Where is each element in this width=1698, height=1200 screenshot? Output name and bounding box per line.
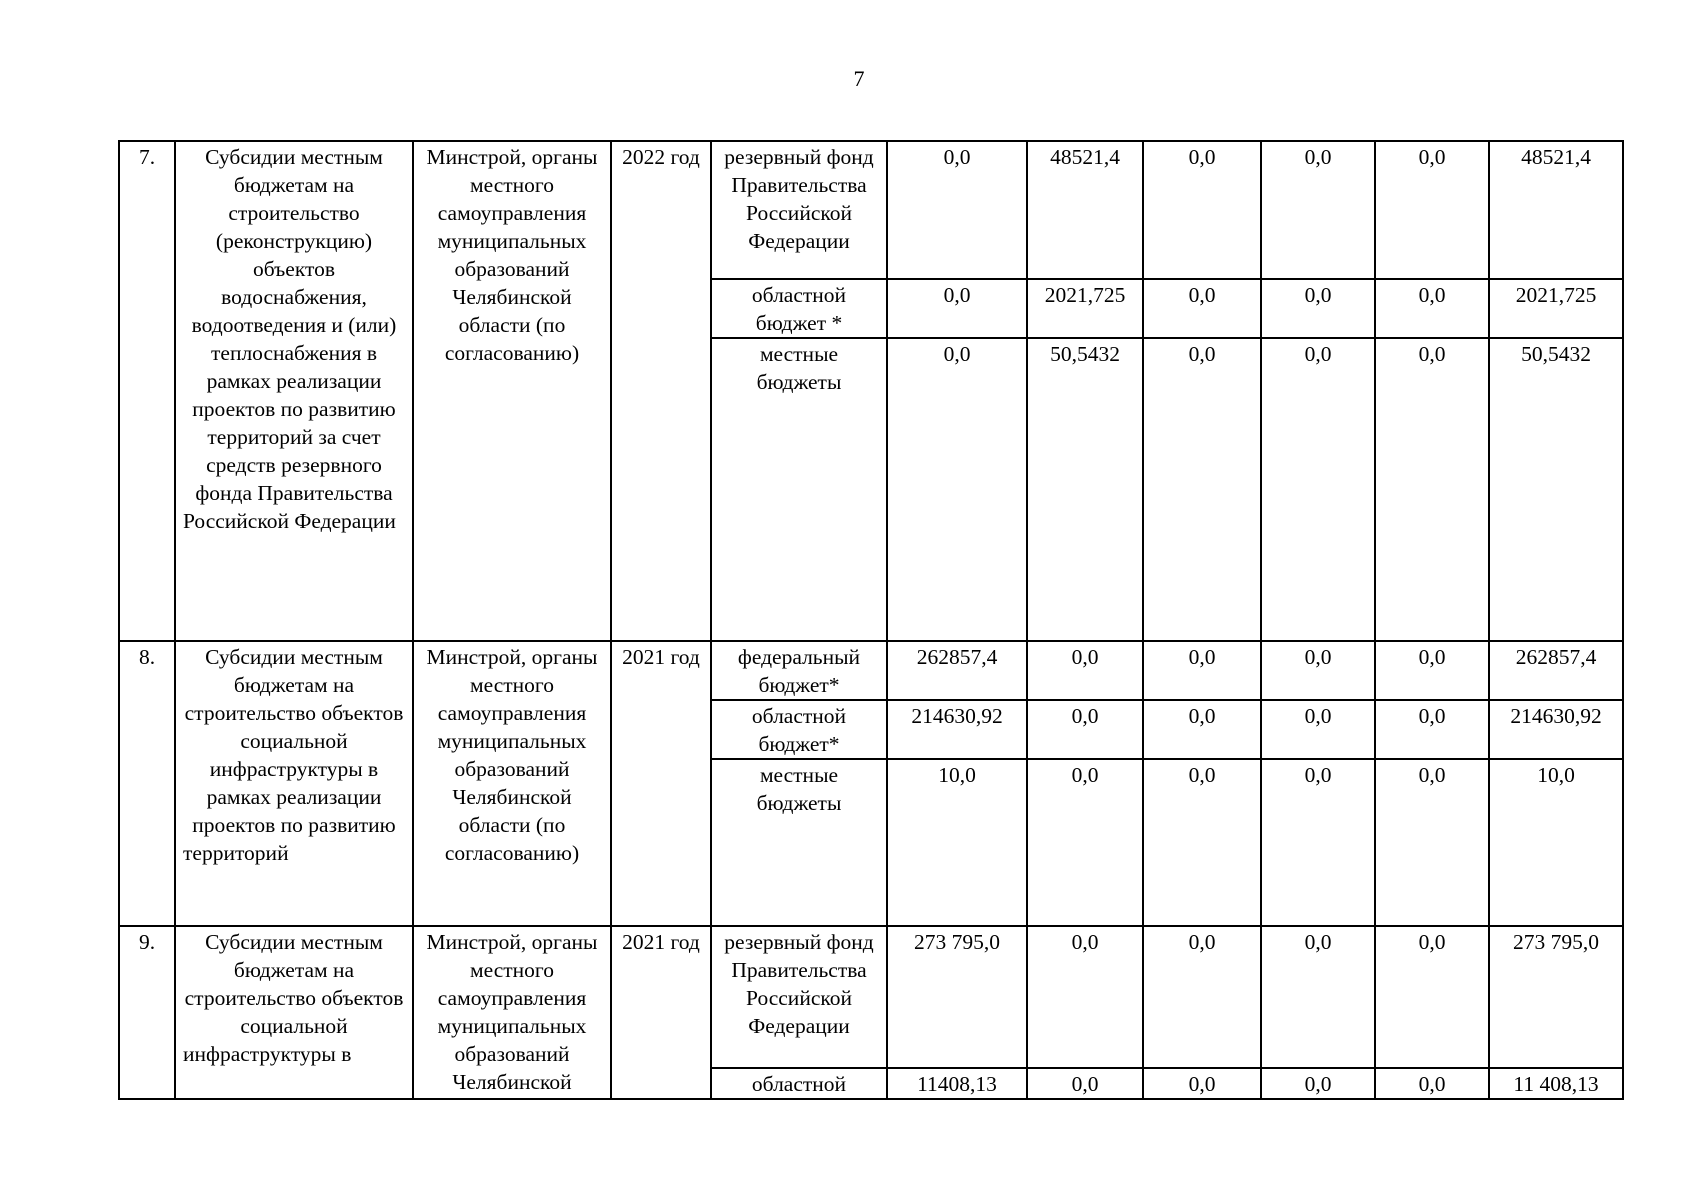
value-cell: 0,0 [1375,279,1489,338]
value-cell: 214630,92 [887,700,1027,759]
measure-name: Субсидии местным бюджетам на строительство (реконструкцию) объектов водоснабжения, водоотведения и (или) теплоснабжения в рамках реализации проектов по развитию территорий за счет средств резервного фонда Правительства Российской Федерации [175,141,413,641]
value-cell: 10,0 [887,759,1027,926]
value-cell: 0,0 [1375,141,1489,279]
executor: Минстрой, органы местного самоуправления муниципальных образований Челябинской области (по согласованию) [413,141,611,641]
value-cell: 0,0 [1375,338,1489,641]
value-cell: 0,0 [1261,1068,1375,1099]
funding-source: областной [711,1068,887,1099]
value-cell: 0,0 [1375,641,1489,700]
value-cell: 0,0 [1143,700,1261,759]
value-cell: 0,0 [887,338,1027,641]
funding-source: областной бюджет * [711,279,887,338]
table-row [119,926,1623,1068]
funding-source: областной бюджет* [711,700,887,759]
executor: Минстрой, органы местного самоуправления муниципальных образований Челябинской [413,926,611,1099]
funding-source: местные бюджеты [711,759,887,926]
funding-source: федеральный бюджет* [711,641,887,700]
value-cell: 10,0 [1489,759,1623,926]
value-cell: 48521,4 [1489,141,1623,279]
value-cell: 0,0 [887,279,1027,338]
value-cell: 2021,725 [1027,279,1143,338]
value-cell: 0,0 [887,141,1027,279]
table-row [119,641,1623,700]
funding-source: резервный фонд Правительства Российской Федерации [711,926,887,1068]
value-cell: 0,0 [1261,279,1375,338]
executor: Минстрой, органы местного самоуправления муниципальных образований Челябинской области (по согласованию) [413,641,611,926]
value-cell: 0,0 [1027,759,1143,926]
measure-name: Субсидии местным бюджетам на строительство объектов социальной инфраструктуры в рамках реализации проектов по развитию территорий [175,641,413,926]
value-cell: 214630,92 [1489,700,1623,759]
value-cell: 11408,13 [887,1068,1027,1099]
year: 2021 год [611,926,711,1099]
funding-source: местные бюджеты [711,338,887,641]
value-cell: 0,0 [1143,1068,1261,1099]
funding-source: резервный фонд Правительства Российской Федерации [711,141,887,279]
year: 2021 год [611,641,711,926]
value-cell: 0,0 [1261,338,1375,641]
value-cell: 11 408,13 [1489,1068,1623,1099]
value-cell: 0,0 [1261,759,1375,926]
measure-name: Субсидии местным бюджетам на строительство объектов социальной инфраструктуры в [175,926,413,1099]
value-cell: 48521,4 [1027,141,1143,279]
program-table [118,140,1624,1100]
value-cell: 0,0 [1027,641,1143,700]
value-cell: 0,0 [1375,700,1489,759]
value-cell: 0,0 [1143,641,1261,700]
value-cell: 0,0 [1143,279,1261,338]
value-cell: 0,0 [1143,338,1261,641]
row-number: 9. [119,926,175,1099]
value-cell: 0,0 [1143,759,1261,926]
row-number: 8. [119,641,175,926]
value-cell: 0,0 [1261,141,1375,279]
value-cell: 262857,4 [1489,641,1623,700]
value-cell: 273 795,0 [887,926,1027,1068]
value-cell: 0,0 [1261,641,1375,700]
row-number: 7. [119,141,175,641]
value-cell: 2021,725 [1489,279,1623,338]
value-cell: 273 795,0 [1489,926,1623,1068]
value-cell: 0,0 [1375,926,1489,1068]
value-cell: 50,5432 [1027,338,1143,641]
table-row [119,141,1623,279]
value-cell: 0,0 [1027,1068,1143,1099]
value-cell: 0,0 [1027,926,1143,1068]
value-cell: 0,0 [1143,926,1261,1068]
value-cell: 0,0 [1261,700,1375,759]
value-cell: 50,5432 [1489,338,1623,641]
value-cell: 0,0 [1261,926,1375,1068]
value-cell: 262857,4 [887,641,1027,700]
value-cell: 0,0 [1027,700,1143,759]
page-number: 7 [853,66,865,91]
value-cell: 0,0 [1375,759,1489,926]
year: 2022 год [611,141,711,641]
value-cell: 0,0 [1375,1068,1489,1099]
value-cell: 0,0 [1143,141,1261,279]
